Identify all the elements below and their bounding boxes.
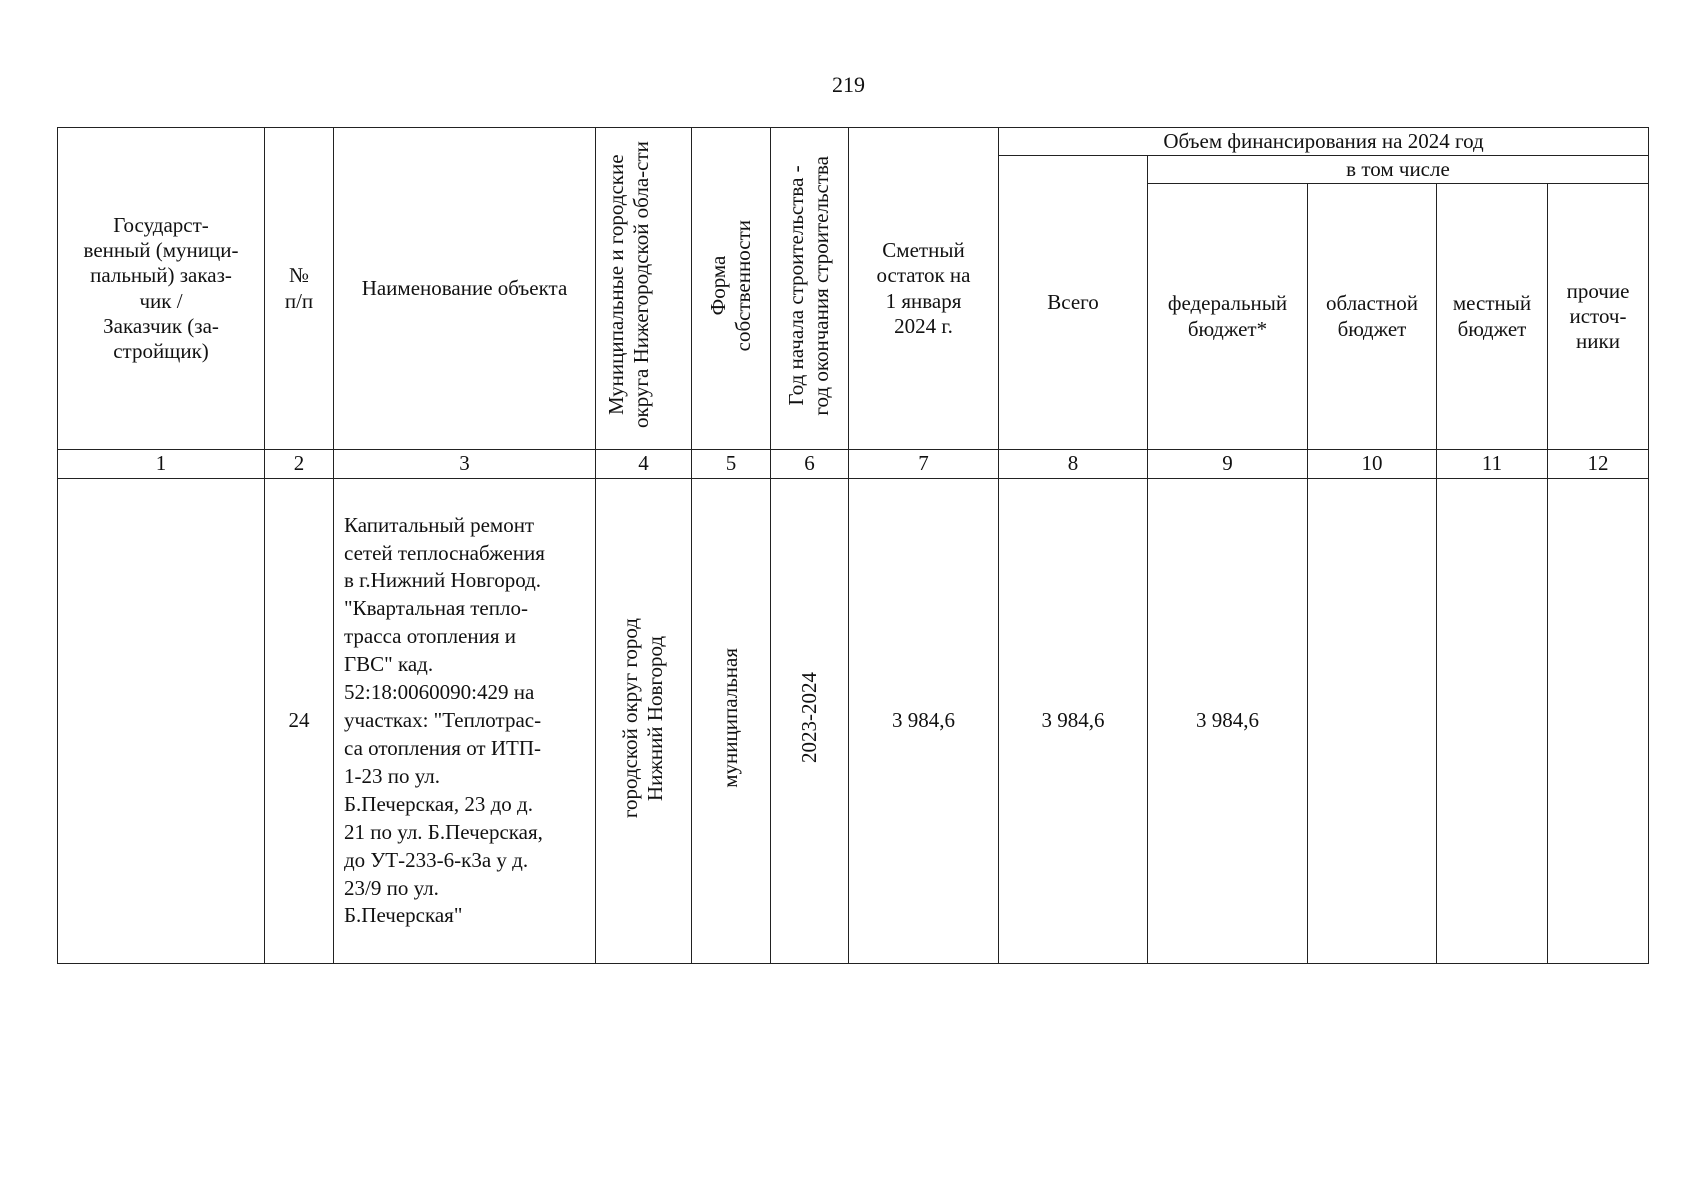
- header-regional: областной бюджет: [1308, 184, 1437, 450]
- cell-object-name: [334, 479, 596, 964]
- page-number: 219: [832, 72, 865, 97]
- column-number: 1: [58, 450, 265, 479]
- column-number: 11: [1437, 450, 1548, 479]
- cell-number: 24: [265, 479, 334, 964]
- header-financing-group: Объем финансирования на 2024 год: [999, 128, 1649, 156]
- cell-estimate-balance: 3 984,6: [849, 479, 999, 964]
- column-number: 6: [771, 450, 849, 479]
- cell-years: [771, 479, 849, 964]
- column-number: 3: [334, 450, 596, 479]
- header-estimate-balance: Сметный остаток на 1 января 2024 г.: [849, 128, 999, 450]
- header-number: № п/п: [265, 128, 334, 450]
- column-number: 12: [1548, 450, 1649, 479]
- header-districts: Муниципальные и городские округа Нижегородской обла-сти: [596, 128, 692, 450]
- ownership-text: муниципальная: [718, 648, 743, 788]
- column-number: 8: [999, 450, 1148, 479]
- header-customer: Государст- венный (муници- пальный) заказ- чик / Заказчик (за- стройщик): [58, 128, 265, 450]
- header-construction-years: Год начала строительства - год окончания строительства: [771, 128, 849, 450]
- column-number: 9: [1148, 450, 1308, 479]
- table-row: [58, 479, 1649, 964]
- cell-regional: [1308, 479, 1437, 964]
- cell-district: [596, 479, 692, 964]
- column-number-row: [58, 450, 1649, 479]
- district-text: городской округ город Нижний Новгород: [618, 617, 668, 818]
- header-object-name: Наименование объекта: [334, 128, 596, 450]
- header-row-group: [58, 128, 1649, 156]
- header-federal: федеральный бюджет*: [1148, 184, 1308, 450]
- header-ownership: Форма собственности: [692, 128, 771, 450]
- column-number: 5: [692, 450, 771, 479]
- financing-table: [57, 127, 1649, 964]
- header-other: прочие источ- ники: [1548, 184, 1649, 450]
- object-name-text: Капитальный ремонт сетей теплоснабжения в г.Нижний Новгород. "Квартальная тепло- трасса отопления и ГВС" кад. 52:18:0060090:429 на участках: "Теплотрас- са отопления от ИТП- 1-23 по ул. Б.Печерская, 23 до д. 21 по ул. Б.Печерская, до УТ-233-6-к3а у д. 23/9 по ул. Б.Печерская": [344, 512, 545, 928]
- header-including: в том числе: [1148, 156, 1649, 184]
- cell-ownership: [692, 479, 771, 964]
- years-text: 2023-2024: [796, 672, 821, 764]
- column-number: 7: [849, 450, 999, 479]
- cell-local: [1437, 479, 1548, 964]
- header-local: местный бюджет: [1437, 184, 1548, 450]
- column-number: 10: [1308, 450, 1437, 479]
- header-total: Всего: [999, 156, 1148, 450]
- cell-customer: [58, 479, 265, 964]
- cell-federal: 3 984,6: [1148, 479, 1308, 964]
- column-number: 2: [265, 450, 334, 479]
- cell-total: 3 984,6: [999, 479, 1148, 964]
- cell-other: [1548, 479, 1649, 964]
- column-number: 4: [596, 450, 692, 479]
